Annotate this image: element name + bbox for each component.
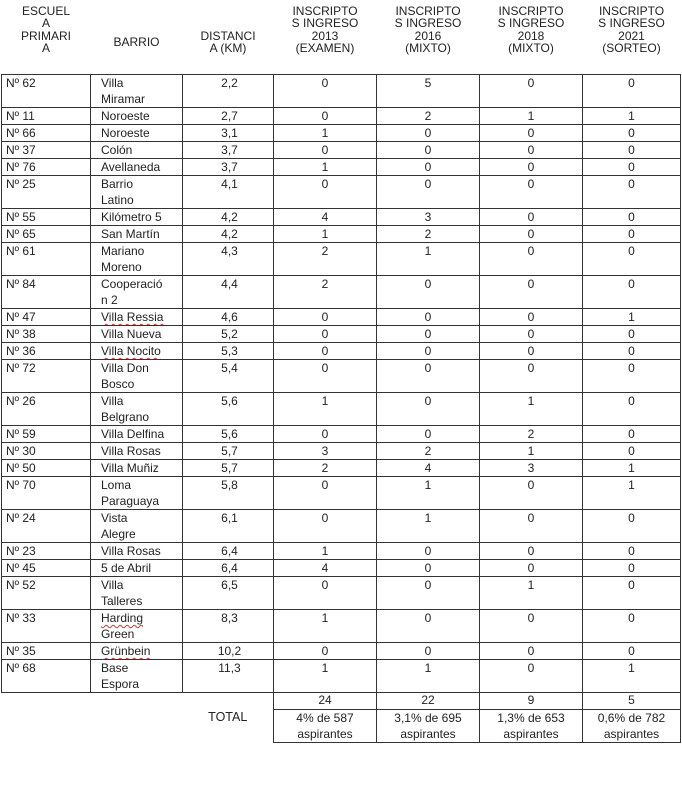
table-row: [2, 108, 681, 125]
cell-2016: 0: [377, 326, 480, 343]
total-2016: 22: [377, 693, 480, 710]
cell-distancia: 4,4: [183, 276, 274, 309]
cell-distancia: 5,7: [183, 443, 274, 460]
cell-2021: 0: [583, 159, 681, 176]
header-2013: INSCRIPTO S INGRESO 2013 (EXAMEN): [291, 4, 359, 56]
table-row: [2, 560, 681, 577]
cell-distancia: 4,3: [183, 243, 274, 276]
cell-2018: 0: [480, 560, 583, 577]
cell-2021: 0: [583, 560, 681, 577]
barrio-line: Villa: [101, 578, 124, 592]
cell-2013: 0: [274, 142, 377, 159]
cell-2018: 0: [480, 309, 583, 326]
cell-2018: 0: [480, 643, 583, 660]
cell-2016: 3: [377, 209, 480, 226]
cell-escuela: Nº 24: [2, 510, 91, 543]
table-row: [2, 326, 681, 343]
header-2018: INSCRIPTO S INGRESO 2018 (MIXTO): [497, 4, 565, 56]
cell-2013: 0: [274, 510, 377, 543]
header-distancia: DISTANCI A (KM): [200, 28, 256, 55]
total-2013: 24: [274, 693, 377, 710]
barrio-line: Colón: [101, 143, 133, 157]
barrio-line: Villa Rosas: [101, 544, 161, 558]
cell-2016: 0: [377, 125, 480, 142]
cell-distancia: 5,4: [183, 360, 274, 393]
cell-2016: 0: [377, 610, 480, 643]
percent-2016: 3,1% de 695 aspirantes: [377, 709, 480, 742]
header-2016: INSCRIPTO S INGRESO 2016 (MIXTO): [394, 4, 462, 56]
cell-2021: 0: [583, 326, 681, 343]
barrio-line: Grünbein: [101, 644, 151, 658]
cell-escuela: Nº 62: [2, 75, 91, 108]
cell-barrio: [91, 226, 183, 243]
table-row: [2, 477, 681, 510]
cell-barrio: [91, 460, 183, 477]
cell-2021: 0: [583, 142, 681, 159]
table-row: [2, 159, 681, 176]
barrio-line: Talleres: [101, 594, 143, 608]
barrio-line: Harding: [101, 611, 144, 625]
cell-2018: 1: [480, 443, 583, 460]
cell-2016: 5: [377, 75, 480, 108]
cell-barrio: [91, 343, 183, 360]
cell-2018: 1: [480, 577, 583, 610]
cell-2016: 0: [377, 276, 480, 309]
cell-barrio: [91, 159, 183, 176]
table-row: [2, 276, 681, 309]
cell-distancia: 3,1: [183, 125, 274, 142]
cell-2021: 0: [583, 343, 681, 360]
cell-2013: 0: [274, 108, 377, 125]
cell-escuela: Nº 52: [2, 577, 91, 610]
cell-2013: 4: [274, 209, 377, 226]
cell-2018: 0: [480, 243, 583, 276]
cell-2013: 1: [274, 610, 377, 643]
cell-2021: 0: [583, 443, 681, 460]
table-body: [2, 75, 681, 693]
header-barrio: BARRIO: [113, 34, 160, 49]
cell-2018: 0: [480, 477, 583, 510]
cell-2013: 0: [274, 577, 377, 610]
cell-2013: 2: [274, 276, 377, 309]
table-row: [2, 142, 681, 159]
barrio-line: Noroeste: [101, 126, 150, 140]
barrio-line: Base: [101, 661, 129, 675]
cell-2016: 2: [377, 443, 480, 460]
cell-2021: 0: [583, 360, 681, 393]
document: [1, 2, 680, 743]
cell-barrio: [91, 543, 183, 560]
cell-2021: 1: [583, 460, 681, 477]
cell-escuela: Nº 30: [2, 443, 91, 460]
barrio-line: Kilómetro 5: [101, 210, 162, 224]
cell-escuela: Nº 38: [2, 326, 91, 343]
cell-2016: 0: [377, 343, 480, 360]
cell-escuela: Nº 66: [2, 125, 91, 142]
cell-barrio: [91, 577, 183, 610]
cell-barrio: [91, 477, 183, 510]
cell-barrio: [91, 660, 183, 693]
cell-2013: 1: [274, 125, 377, 142]
barrio-line: Villa Don: [101, 361, 149, 375]
cell-2021: 0: [583, 543, 681, 560]
cell-2013: 2: [274, 460, 377, 477]
inscripciones-table: [1, 2, 681, 743]
cell-escuela: Nº 45: [2, 560, 91, 577]
barrio-line: Moreno: [101, 260, 142, 274]
barrio-line: Green: [101, 627, 135, 641]
cell-barrio: [91, 108, 183, 125]
cell-2021: 0: [583, 610, 681, 643]
table-row: [2, 243, 681, 276]
cell-2021: 0: [583, 125, 681, 142]
cell-escuela: Nº 33: [2, 610, 91, 643]
cell-distancia: 5,3: [183, 343, 274, 360]
cell-2021: 0: [583, 276, 681, 309]
cell-2013: 1: [274, 543, 377, 560]
cell-2013: 1: [274, 660, 377, 693]
blank-cell: [2, 693, 91, 710]
cell-distancia: 5,8: [183, 477, 274, 510]
cell-distancia: 3,7: [183, 159, 274, 176]
cell-barrio: [91, 643, 183, 660]
cell-barrio: [91, 176, 183, 209]
cell-2016: 0: [377, 176, 480, 209]
cell-2013: 0: [274, 326, 377, 343]
cell-escuela: Nº 37: [2, 142, 91, 159]
cell-distancia: 4,2: [183, 209, 274, 226]
cell-escuela: Nº 70: [2, 477, 91, 510]
cell-barrio: [91, 426, 183, 443]
cell-2013: 2: [274, 243, 377, 276]
cell-escuela: Nº 65: [2, 226, 91, 243]
table-row: [2, 209, 681, 226]
cell-2021: 0: [583, 426, 681, 443]
table-row: [2, 510, 681, 543]
barrio-line: Mariano: [101, 244, 145, 258]
cell-2018: 3: [480, 460, 583, 477]
blank-cell: [91, 709, 183, 742]
cell-escuela: Nº 47: [2, 309, 91, 326]
cell-distancia: 6,5: [183, 577, 274, 610]
cell-barrio: [91, 443, 183, 460]
percent-2013: 4% de 587 aspirantes: [274, 709, 377, 742]
cell-escuela: Nº 25: [2, 176, 91, 209]
cell-escuela: Nº 61: [2, 243, 91, 276]
cell-escuela: Nº 68: [2, 660, 91, 693]
total-2018: 9: [480, 693, 583, 710]
cell-barrio: [91, 75, 183, 108]
cell-barrio: [91, 560, 183, 577]
cell-2021: 1: [583, 660, 681, 693]
cell-2021: 0: [583, 226, 681, 243]
cell-2016: 1: [377, 477, 480, 510]
cell-2013: 0: [274, 309, 377, 326]
cell-distancia: 4,1: [183, 176, 274, 209]
cell-escuela: Nº 76: [2, 159, 91, 176]
cell-distancia: 2,2: [183, 75, 274, 108]
cell-distancia: 4,2: [183, 226, 274, 243]
cell-2018: 0: [480, 142, 583, 159]
cell-distancia: 3,7: [183, 142, 274, 159]
percent-2018: 1,3% de 653 aspirantes: [480, 709, 583, 742]
cell-2016: 0: [377, 360, 480, 393]
cell-2018: 0: [480, 510, 583, 543]
cell-2016: 1: [377, 510, 480, 543]
cell-2018: 2: [480, 426, 583, 443]
total-2021: 5: [583, 693, 681, 710]
cell-2016: 0: [377, 560, 480, 577]
table-row: [2, 660, 681, 693]
table-row: [2, 360, 681, 393]
cell-2018: 0: [480, 159, 583, 176]
table-row: [2, 577, 681, 610]
cell-2021: 0: [583, 577, 681, 610]
cell-2013: 1: [274, 226, 377, 243]
barrio-line: Noroeste: [101, 109, 150, 123]
cell-escuela: Nº 72: [2, 360, 91, 393]
cell-2018: 0: [480, 660, 583, 693]
cell-distancia: 5,7: [183, 460, 274, 477]
cell-2013: 0: [274, 343, 377, 360]
cell-barrio: [91, 326, 183, 343]
table-row: [2, 343, 681, 360]
cell-barrio: [91, 610, 183, 643]
cell-escuela: Nº 84: [2, 276, 91, 309]
cell-2013: 0: [274, 477, 377, 510]
barrio-line: Espora: [101, 677, 140, 691]
cell-2016: 1: [377, 243, 480, 276]
cell-2021: 1: [583, 477, 681, 510]
cell-barrio: [91, 142, 183, 159]
cell-2013: 0: [274, 643, 377, 660]
cell-2016: 0: [377, 426, 480, 443]
cell-2016: 0: [377, 393, 480, 426]
cell-barrio: [91, 243, 183, 276]
barrio-line: Avellaneda: [101, 160, 161, 174]
barrio-line: Villa Nocito: [101, 344, 161, 358]
cell-2013: 1: [274, 393, 377, 426]
cell-distancia: 5,6: [183, 426, 274, 443]
table-row: [2, 226, 681, 243]
table-row: [2, 176, 681, 209]
cell-distancia: 5,6: [183, 393, 274, 426]
cell-2013: 0: [274, 75, 377, 108]
cell-escuela: Nº 55: [2, 209, 91, 226]
barrio-line: Villa Rosas: [101, 444, 161, 458]
cell-2016: 0: [377, 577, 480, 610]
cell-escuela: Nº 11: [2, 108, 91, 125]
header-2021: INSCRIPTO S INGRESO 2021 (SORTEO): [598, 4, 665, 56]
cell-escuela: Nº 59: [2, 426, 91, 443]
cell-2018: 0: [480, 610, 583, 643]
barrio-line: Villa Ressia: [101, 310, 164, 324]
cell-distancia: 10,2: [183, 643, 274, 660]
cell-2021: 0: [583, 176, 681, 209]
table-row: [2, 393, 681, 426]
cell-2018: 0: [480, 543, 583, 560]
cell-2013: 4: [274, 560, 377, 577]
cell-2018: 0: [480, 360, 583, 393]
table-row: [2, 543, 681, 560]
cell-barrio: [91, 309, 183, 326]
percent-2021: 0,6% de 782 aspirantes: [583, 709, 681, 742]
cell-2018: 0: [480, 75, 583, 108]
cell-distancia: 6,4: [183, 560, 274, 577]
cell-barrio: [91, 360, 183, 393]
cell-distancia: 11,3: [183, 660, 274, 693]
barrio-line: Villa Delfina: [101, 427, 165, 441]
cell-distancia: 6,4: [183, 543, 274, 560]
cell-2013: 0: [274, 426, 377, 443]
cell-2013: 0: [274, 176, 377, 209]
cell-escuela: Nº 36: [2, 343, 91, 360]
cell-distancia: 8,3: [183, 610, 274, 643]
cell-2016: 1: [377, 660, 480, 693]
barrio-line: Vista: [101, 511, 128, 525]
barrio-line: Belgrano: [101, 410, 150, 424]
cell-2021: 0: [583, 243, 681, 276]
cell-2016: 4: [377, 460, 480, 477]
cell-escuela: Nº 23: [2, 543, 91, 560]
cell-2016: 0: [377, 142, 480, 159]
cell-2021: 1: [583, 108, 681, 125]
blank-cell: [2, 709, 91, 742]
table-row: [2, 460, 681, 477]
cell-2016: 2: [377, 108, 480, 125]
barrio-line: Villa Muñiz: [101, 461, 159, 475]
header-escuela: ESCUEL A PRIMARI A: [20, 4, 71, 56]
cell-2021: 0: [583, 510, 681, 543]
cell-barrio: [91, 125, 183, 142]
barrio-line: Cooperació: [101, 277, 163, 291]
total-label: TOTAL: [208, 709, 248, 724]
cell-escuela: Nº 35: [2, 643, 91, 660]
cell-2016: 0: [377, 543, 480, 560]
cell-escuela: Nº 50: [2, 460, 91, 477]
barrio-line: Villa Nueva: [101, 327, 162, 341]
barrio-line: 5 de Abril: [101, 561, 152, 575]
cell-barrio: [91, 276, 183, 309]
cell-2016: 0: [377, 309, 480, 326]
totals-row: [2, 693, 681, 710]
cell-2018: 0: [480, 125, 583, 142]
cell-distancia: 4,6: [183, 309, 274, 326]
barrio-line: San Martín: [101, 227, 160, 241]
table-row: [2, 75, 681, 108]
header-row: [2, 2, 681, 75]
cell-distancia: 2,7: [183, 108, 274, 125]
barrio-line: Miramar: [101, 92, 145, 106]
cell-2018: 0: [480, 226, 583, 243]
table-row: [2, 125, 681, 142]
table-row: [2, 443, 681, 460]
barrio-line: Villa: [101, 394, 124, 408]
cell-2013: 0: [274, 360, 377, 393]
table-row: [2, 610, 681, 643]
cell-2016: 0: [377, 159, 480, 176]
cell-2013: 1: [274, 159, 377, 176]
cell-2018: 0: [480, 343, 583, 360]
percent-row: [2, 709, 681, 742]
barrio-line: Villa: [101, 76, 124, 90]
blank-cell: [91, 693, 183, 710]
cell-escuela: Nº 26: [2, 393, 91, 426]
table-row: [2, 309, 681, 326]
cell-barrio: [91, 393, 183, 426]
cell-2018: 0: [480, 209, 583, 226]
cell-distancia: 6,1: [183, 510, 274, 543]
cell-barrio: [91, 510, 183, 543]
cell-2018: 1: [480, 393, 583, 426]
cell-distancia: 5,2: [183, 326, 274, 343]
table-row: [2, 426, 681, 443]
cell-2018: 0: [480, 176, 583, 209]
cell-2016: 0: [377, 643, 480, 660]
barrio-line: Loma: [101, 478, 132, 492]
cell-barrio: [91, 209, 183, 226]
barrio-line: n 2: [101, 293, 118, 307]
barrio-line: Bosco: [101, 377, 135, 391]
cell-2016: 2: [377, 226, 480, 243]
cell-2021: 0: [583, 75, 681, 108]
barrio-line: Paraguaya: [101, 494, 160, 508]
barrio-line: Alegre: [101, 527, 136, 541]
cell-2021: 0: [583, 393, 681, 426]
cell-2018: 0: [480, 326, 583, 343]
cell-2013: 3: [274, 443, 377, 460]
barrio-line: Latino: [101, 193, 134, 207]
cell-2018: 1: [480, 108, 583, 125]
cell-2021: 0: [583, 209, 681, 226]
cell-2021: 1: [583, 309, 681, 326]
barrio-line: Barrio: [101, 177, 134, 191]
cell-2021: 0: [583, 643, 681, 660]
cell-2018: 0: [480, 276, 583, 309]
table-row: [2, 643, 681, 660]
